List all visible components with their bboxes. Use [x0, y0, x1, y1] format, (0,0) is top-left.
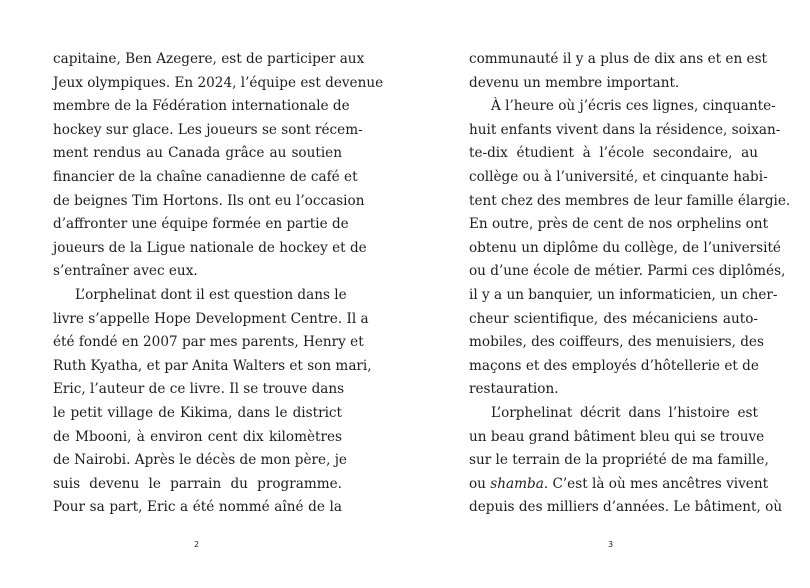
text-line: Ruth Kyatha, et par Anita Walters et son mari,	[53, 357, 372, 374]
text-line: financier de la chaîne canadienne de café et	[53, 168, 358, 185]
text-line: été fondé en 2007 par mes parents, Henry et	[53, 334, 364, 351]
text-line: un beau grand bâtiment bleu qui se trouve	[469, 428, 765, 445]
right-page-number: 3	[608, 540, 614, 549]
text-line: ou shamba. C’est là où mes ancêtres vivent	[469, 475, 769, 492]
text-line: devenu un membre important.	[469, 74, 680, 91]
text-line: sur le terrain de la propriété de ma famille,	[469, 452, 769, 469]
text-line: cheur scientifique, des mécaniciens auto-	[469, 310, 758, 327]
text-line: huit enfants vivent dans la résidence, soixan-	[469, 121, 781, 138]
left-page-number: 2	[194, 540, 200, 549]
text-line: ment rendus au Canada grâce au soutien	[53, 145, 342, 162]
text-line: livre s’appelle Hope Development Centre. Il a	[53, 310, 369, 327]
text-line: suis devenu le parrain du programme.	[53, 475, 342, 492]
text-line: maçons et des employés d’hôtellerie et de	[469, 357, 759, 374]
text-line: membre de la Fédération internationale de	[53, 98, 350, 115]
right-page	[405, 0, 810, 588]
text-line: restauration.	[469, 381, 559, 398]
text-line: depuis des milliers d’années. Le bâtiment, où	[469, 499, 783, 516]
text-line: En outre, près de cent de nos orphelins ont	[469, 216, 769, 233]
italic-word: shamba	[490, 475, 544, 492]
text-line: Jeux olympiques. En 2024, l’équipe est devenue	[53, 74, 384, 91]
text-line: L’orphelinat décrit dans l’histoire est	[491, 404, 758, 421]
text-line: collège ou à l’université, et cinquante habi-	[469, 168, 768, 185]
text-line: L’orphelinat dont il est question dans le	[75, 286, 347, 303]
text-line: de beignes Tim Hortons. Ils ont eu l’occasion	[53, 192, 365, 209]
left-page-text	[53, 48, 384, 520]
text-line: ou d’une école de métier. Parmi ces diplômés,	[469, 263, 786, 280]
right-page-text	[469, 48, 791, 520]
text-line: le petit village de Kikima, dans le district	[53, 404, 342, 421]
text-line: tent chez des membres de leur famille élargie.	[469, 192, 791, 209]
text-line: joueurs de la Ligue nationale de hockey et de	[53, 239, 367, 256]
text-line: d’affronter une équipe formée en partie de	[53, 216, 349, 233]
text-line: s’entraîner avec eux.	[53, 263, 198, 280]
text-line: de Mbooni, à environ cent dix kilomètres	[53, 428, 342, 445]
text-line: obtenu un diplôme du collège, de l’université	[469, 239, 781, 256]
text-line: communauté il y a plus de dix ans et en est	[469, 51, 768, 67]
text-line: hockey sur glace. Les joueurs se sont récem-	[53, 121, 363, 138]
text-line: Eric, l’auteur de ce livre. Il se trouve dans	[53, 381, 345, 398]
text-line: il y a un banquier, un informaticien, un cher-	[469, 286, 778, 303]
text-line: Pour sa part, Eric a été nommé aîné de la	[53, 499, 342, 516]
text-line: de Nairobi. Après le décès de mon père, je	[53, 452, 347, 469]
text-line: À l’heure où j’écris ces lignes, cinquante-	[491, 98, 776, 115]
text-line: capitaine, Ben Azegere, est de participer aux	[53, 51, 365, 67]
text-line: te-dix étudient à l’école secondaire, au	[469, 145, 758, 162]
text-line: mobiles, des coiffeurs, des menuisiers, des	[469, 334, 764, 351]
